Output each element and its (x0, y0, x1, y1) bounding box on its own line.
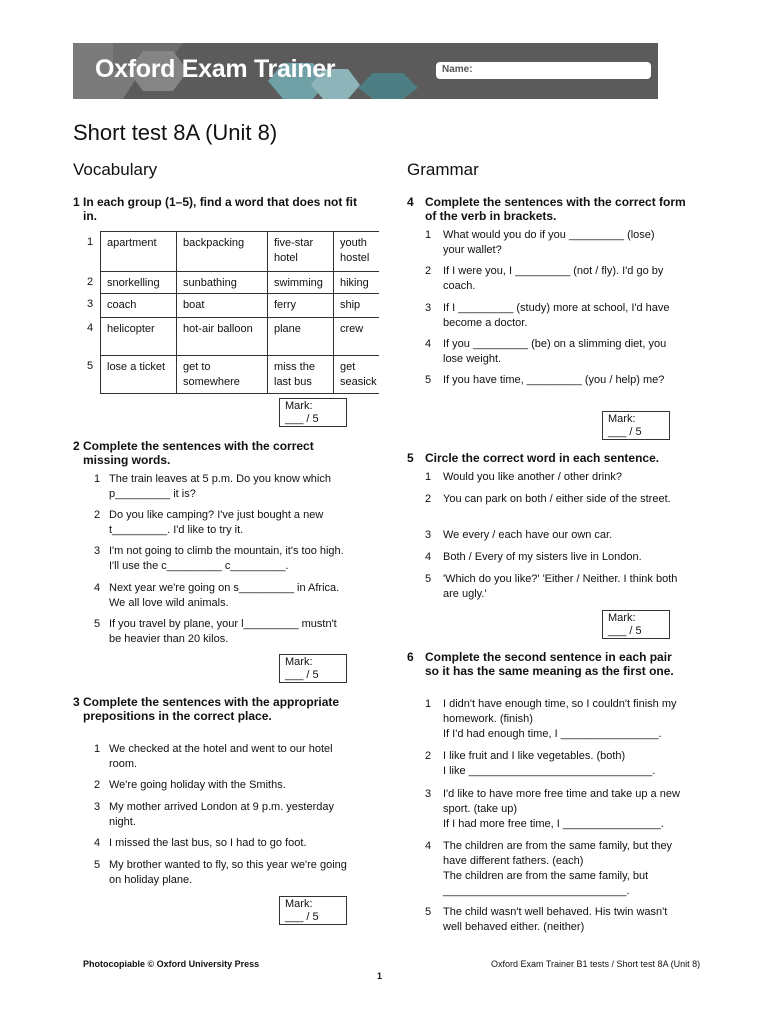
vocab-cell[interactable]: sunbathing (176, 272, 267, 294)
vocab-row (87, 355, 379, 394)
item-text: You can park on both / either side of the street. (443, 493, 671, 505)
mark-score: ___ / 5 (608, 625, 642, 637)
mark-label: Mark: (608, 413, 636, 425)
task-text: Complete the second sentence in each pair so it has the same meaning as the first one. (425, 650, 674, 678)
task-text: In each group (1–5), find a word that does not fit in. (83, 195, 358, 223)
item-text: The children are from the same family, but they have different fathers. (each) The children are from the same family, but ______________________________. (443, 840, 673, 897)
vocab-cell[interactable]: crew (333, 318, 379, 356)
item-number: 3 (425, 788, 432, 800)
task-number: 5 (407, 451, 414, 465)
item-text: I'm not going to climb the mountain, it's too high. I'll use the c_________ c_________. (109, 545, 344, 572)
name-label: Name: (442, 64, 473, 75)
item-text: The child wasn't well behaved. His twin wasn't well behaved either. (neither) (443, 906, 668, 933)
vocab-cell[interactable]: hiking (333, 272, 379, 294)
item-number: 4 (425, 338, 432, 350)
vocab-cell[interactable]: youth hostel (333, 232, 379, 272)
task-5-instruction (407, 451, 697, 467)
footer-copyright: Photocopiable © Oxford University Press (83, 959, 260, 969)
vocab-cell[interactable]: ferry (267, 294, 333, 318)
item-text: Do you like camping? I've just bought a new t_________. I'd like to try it. (109, 509, 324, 536)
vocab-table (87, 231, 379, 392)
item-number: 2 (94, 779, 101, 791)
item-number: 5 (425, 573, 432, 585)
task-3-instruction (73, 695, 343, 739)
vocab-cell[interactable]: lose a ticket (100, 356, 176, 393)
brand-title: Oxford Exam Trainer (95, 55, 336, 83)
vocab-cell[interactable]: get seasick (333, 356, 379, 393)
item-number: 1 (425, 229, 432, 241)
item-text: The train leaves at 5 p.m. Do you know which p_________ it is? (109, 473, 331, 500)
vocab-row-number: 1 (87, 236, 94, 248)
item-text: I'd like to have more free time and take up a new sport. (take up) If I had more free time, I ________________. (443, 788, 680, 830)
item-number: 4 (425, 551, 432, 563)
item-number: 3 (425, 529, 432, 541)
mark-box (279, 654, 347, 683)
item-text: Would you like another / other drink? (443, 471, 622, 483)
section-grammar: Grammar (407, 160, 479, 179)
vocab-cell[interactable]: swimming (267, 272, 333, 294)
item-number: 3 (94, 801, 101, 813)
item-number: 1 (94, 743, 101, 755)
item-number: 3 (94, 545, 101, 557)
vocab-cell[interactable]: hot-air balloon (176, 318, 267, 356)
task-text: Complete the sentences with the correct form of the verb in brackets. (425, 195, 686, 223)
task-text: Complete the sentences with the appropriate prepositions in the correct place. (83, 695, 340, 723)
item-text: We every / each have our own car. (443, 529, 613, 541)
vocab-row-number: 4 (87, 322, 94, 334)
header-banner (73, 43, 658, 99)
item-text: I like fruit and I like vegetables. (both) I like ______________________________. (443, 750, 656, 777)
item-text: 'Which do you like?' 'Either / Neither. I think both are ugly.' (443, 573, 678, 600)
task-number: 2 (73, 439, 80, 453)
mark-label: Mark: (285, 400, 313, 412)
item-number: 4 (94, 837, 101, 849)
item-number: 5 (94, 618, 101, 630)
vocab-cell[interactable]: ship (333, 294, 379, 318)
vocab-cell[interactable]: miss the last bus (267, 356, 333, 393)
item-text: If you _________ (be) on a slimming diet, you lose weight. (443, 338, 667, 365)
item-number: 2 (94, 509, 101, 521)
vocab-cell[interactable]: coach (100, 294, 176, 318)
vocab-cell[interactable]: snorkelling (100, 272, 176, 294)
item-text: We checked at the hotel and went to our hotel room. (109, 743, 333, 770)
mark-box (602, 411, 670, 440)
item-text: My mother arrived London at 9 p.m. yesterday night. (109, 801, 334, 828)
vocab-cell[interactable]: five-star hotel (267, 232, 333, 272)
vocab-row (87, 271, 379, 294)
item-number: 1 (425, 471, 432, 483)
item-text: If I were you, I _________ (not / fly). I'd go by coach. (443, 265, 664, 292)
mark-box (279, 896, 347, 925)
task-2-instruction (73, 439, 343, 469)
item-number: 5 (94, 859, 101, 871)
page-number: 1 (377, 971, 383, 981)
vocab-row-number: 5 (87, 360, 94, 372)
item-number: 1 (425, 698, 432, 710)
name-field[interactable] (436, 62, 651, 79)
item-number: 2 (425, 750, 432, 762)
footer-source: Oxford Exam Trainer B1 tests / Short test 8A (Unit 8) (491, 959, 701, 969)
vocab-row (87, 231, 379, 272)
vocab-cell[interactable]: helicopter (100, 318, 176, 356)
vocab-row-number: 2 (87, 276, 94, 288)
vocab-row (87, 317, 379, 356)
task-6-instruction (407, 650, 687, 694)
item-text: I missed the last bus, so I had to go foot. (109, 837, 307, 849)
item-number: 5 (425, 374, 432, 386)
item-number: 1 (94, 473, 101, 485)
item-number: 3 (425, 302, 432, 314)
task-1-instruction (73, 195, 373, 225)
item-number: 4 (425, 840, 432, 852)
section-vocabulary: Vocabulary (73, 160, 158, 179)
mark-label: Mark: (285, 898, 313, 910)
item-text: We're going holiday with the Smiths. (109, 779, 286, 791)
item-text: If you have time, _________ (you / help) me? (443, 374, 665, 386)
vocab-cell[interactable]: apartment (100, 232, 176, 272)
item-number: 2 (425, 265, 432, 277)
page-title: Short test 8A (Unit 8) (73, 120, 278, 145)
item-number: 2 (425, 493, 432, 505)
task-number: 6 (407, 650, 414, 664)
item-text: What would you do if you _________ (lose) your wallet? (443, 229, 655, 256)
vocab-cell[interactable]: plane (267, 318, 333, 356)
item-number: 4 (94, 582, 101, 594)
mark-score: ___ / 5 (285, 911, 319, 923)
task-number: 1 (73, 195, 80, 209)
mark-score: ___ / 5 (285, 669, 319, 681)
mark-box (279, 398, 347, 427)
mark-box (602, 610, 670, 639)
task-text: Complete the sentences with the correct missing words. (83, 439, 314, 467)
task-4-instruction (407, 195, 687, 225)
task-number: 3 (73, 695, 80, 709)
vocab-cell[interactable]: boat (176, 294, 267, 318)
item-text: If I _________ (study) more at school, I'd have become a doctor. (443, 302, 670, 329)
item-text: If you travel by plane, your l_________ mustn't be heavier than 20 kilos. (109, 618, 337, 645)
mark-label: Mark: (608, 612, 636, 624)
mark-score: ___ / 5 (285, 413, 319, 425)
vocab-cell[interactable]: get to somewhere (176, 356, 267, 393)
vocab-row (87, 293, 379, 318)
item-number: 5 (425, 906, 432, 918)
vocab-row-number: 3 (87, 298, 94, 310)
item-text: Both / Every of my sisters live in London. (443, 551, 642, 563)
vocab-cell[interactable]: backpacking (176, 232, 267, 272)
task-text: Circle the correct word in each sentence. (425, 451, 660, 465)
item-text: I didn't have enough time, so I couldn't finish my homework. (finish) If I'd had enough time, I ________________. (443, 698, 677, 740)
task-number: 4 (407, 195, 414, 209)
mark-label: Mark: (285, 656, 313, 668)
item-text: Next year we're going on s_________ in Africa. We all love wild animals. (109, 582, 340, 609)
mark-score: ___ / 5 (608, 426, 642, 438)
item-text: My brother wanted to fly, so this year we're going on holiday plane. (109, 859, 347, 886)
